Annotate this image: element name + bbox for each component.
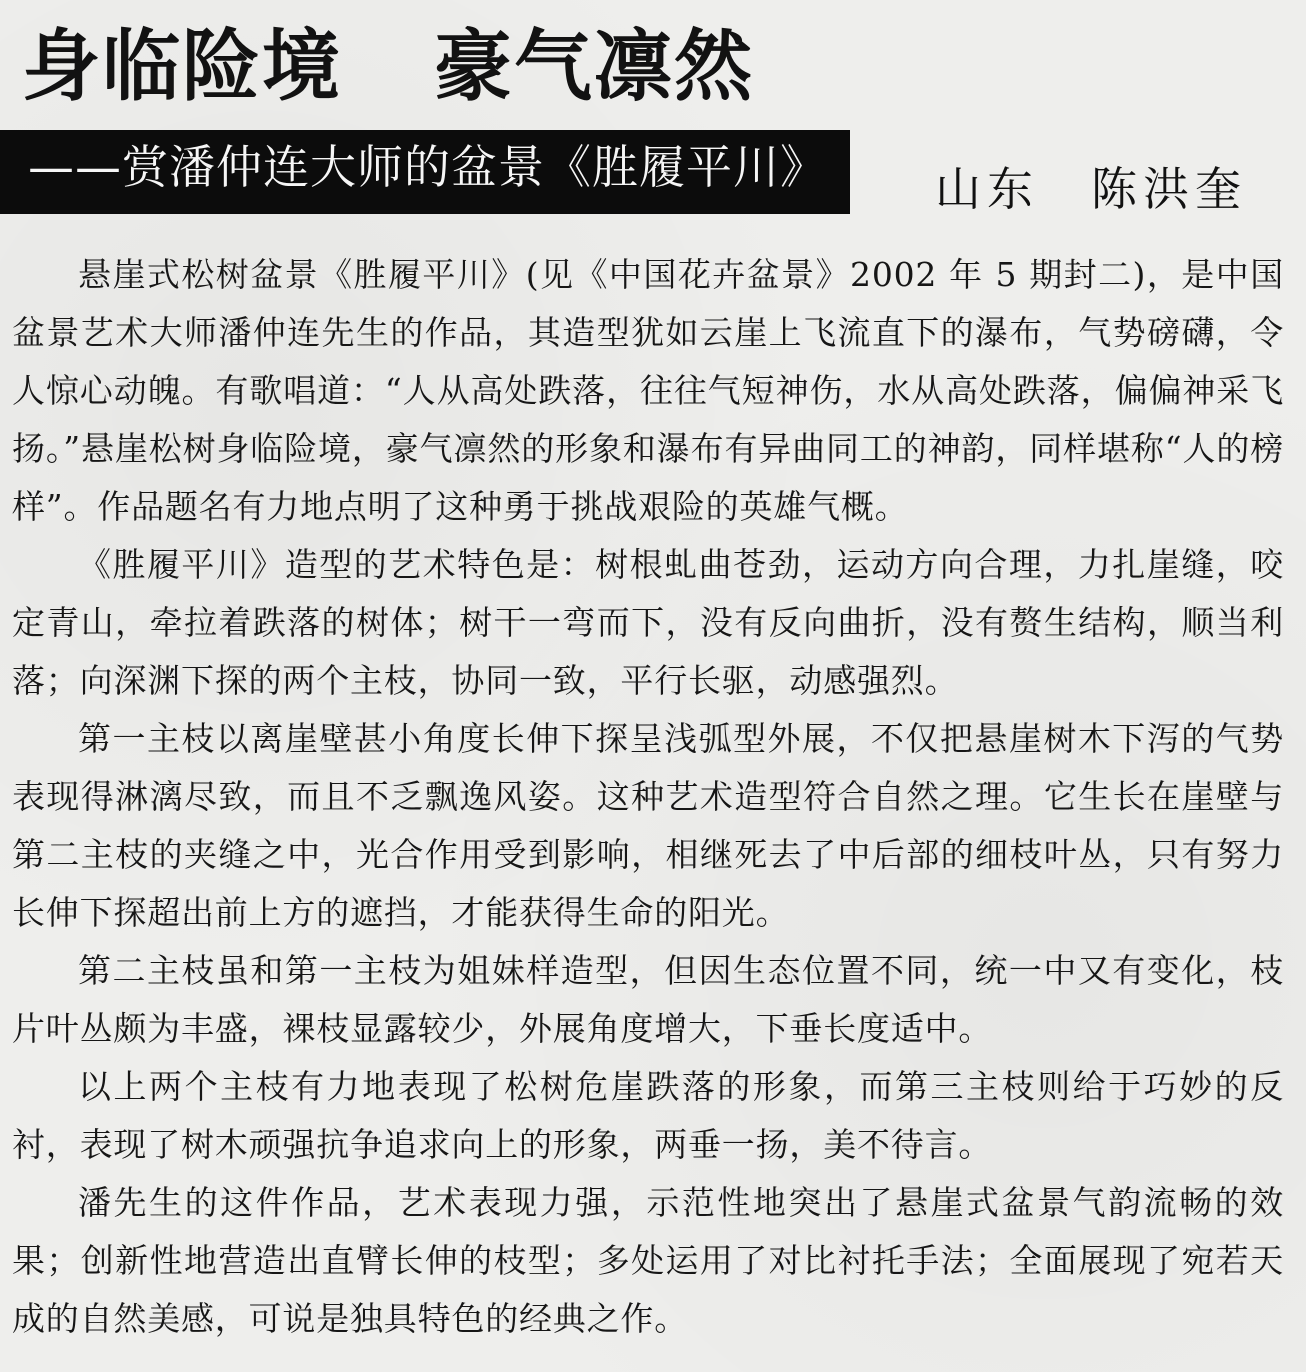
paragraph-1: 悬崖式松树盆景《胜履平川》(见《中国花卉盆景》2002 年 5 期封二)，是中国盆景艺术大师潘仲连先生的作品，其造型犹如云崖上飞流直下的瀑布，气势磅礴，令人惊心动魄。有歌唱道：“人从高处跌落，往往气短神伤，水从高处跌落，偏偏神采飞扬。”悬崖松树身临险境，豪气凛然的形象和瀑布有异曲同工的神韵，同样堪称“人的榜样”。作品题名有力地点明了这种勇于挑战艰险的英雄气概。 xyxy=(12,255,1284,526)
title-part-1: 身临险境 xyxy=(22,22,343,112)
title-part-2: 豪气凛然 xyxy=(434,22,755,112)
paragraph-5: 以上两个主枝有力地表现了松树危崖跌落的形象，而第三主枝则给于巧妙的反衬，表现了树木顽强抗争追求向上的形象，两垂一扬，美不待言。 xyxy=(12,1067,1284,1164)
paragraph-6: 潘先生的这件作品，艺术表现力强，示范性地突出了悬崖式盆景气韵流畅的效果；创新性地营造出直臂长伸的枝型；多处运用了对比衬托手法；全面展现了宛若天成的自然美感，可说是独具特色的经典之作。 xyxy=(12,1183,1284,1338)
paragraph-3: 第一主枝以离崖壁甚小角度长伸下探呈浅弧型外展，不仅把悬崖树木下泻的气势表现得淋漓尽致，而且不乏飘逸风姿。这种艺术造型符合自然之理。它生长在崖壁与第二主枝的夹缝之中，光合作用受到影响，相继死去了中后部的细枝叶丛，只有努力长伸下探超出前上方的遮挡，才能获得生命的阳光。 xyxy=(12,719,1284,932)
subtitle-banner xyxy=(0,130,850,214)
article-subtitle: ——赏潘仲连大师的盆景《胜履平川》 xyxy=(28,140,827,194)
article-title xyxy=(22,22,755,112)
author-byline: 山东 陈洪奎 xyxy=(935,162,1247,216)
paragraph-2: 《胜履平川》造型的艺术特色是：树根虬曲苍劲，运动方向合理，力扎崖缝，咬定青山，牵拉着跌落的树体；树干一弯而下，没有反向曲折，没有赘生结构，顺当利落；向深渊下探的两个主枝，协同一致，平行长驱，动感强烈。 xyxy=(12,545,1284,700)
article-body xyxy=(12,246,1284,1348)
paragraph-4: 第二主枝虽和第一主枝为姐妹样造型，但因生态位置不同，统一中又有变化，枝片叶丛颇为丰盛，裸枝显露较少，外展角度增大，下垂长度适中。 xyxy=(12,951,1284,1048)
